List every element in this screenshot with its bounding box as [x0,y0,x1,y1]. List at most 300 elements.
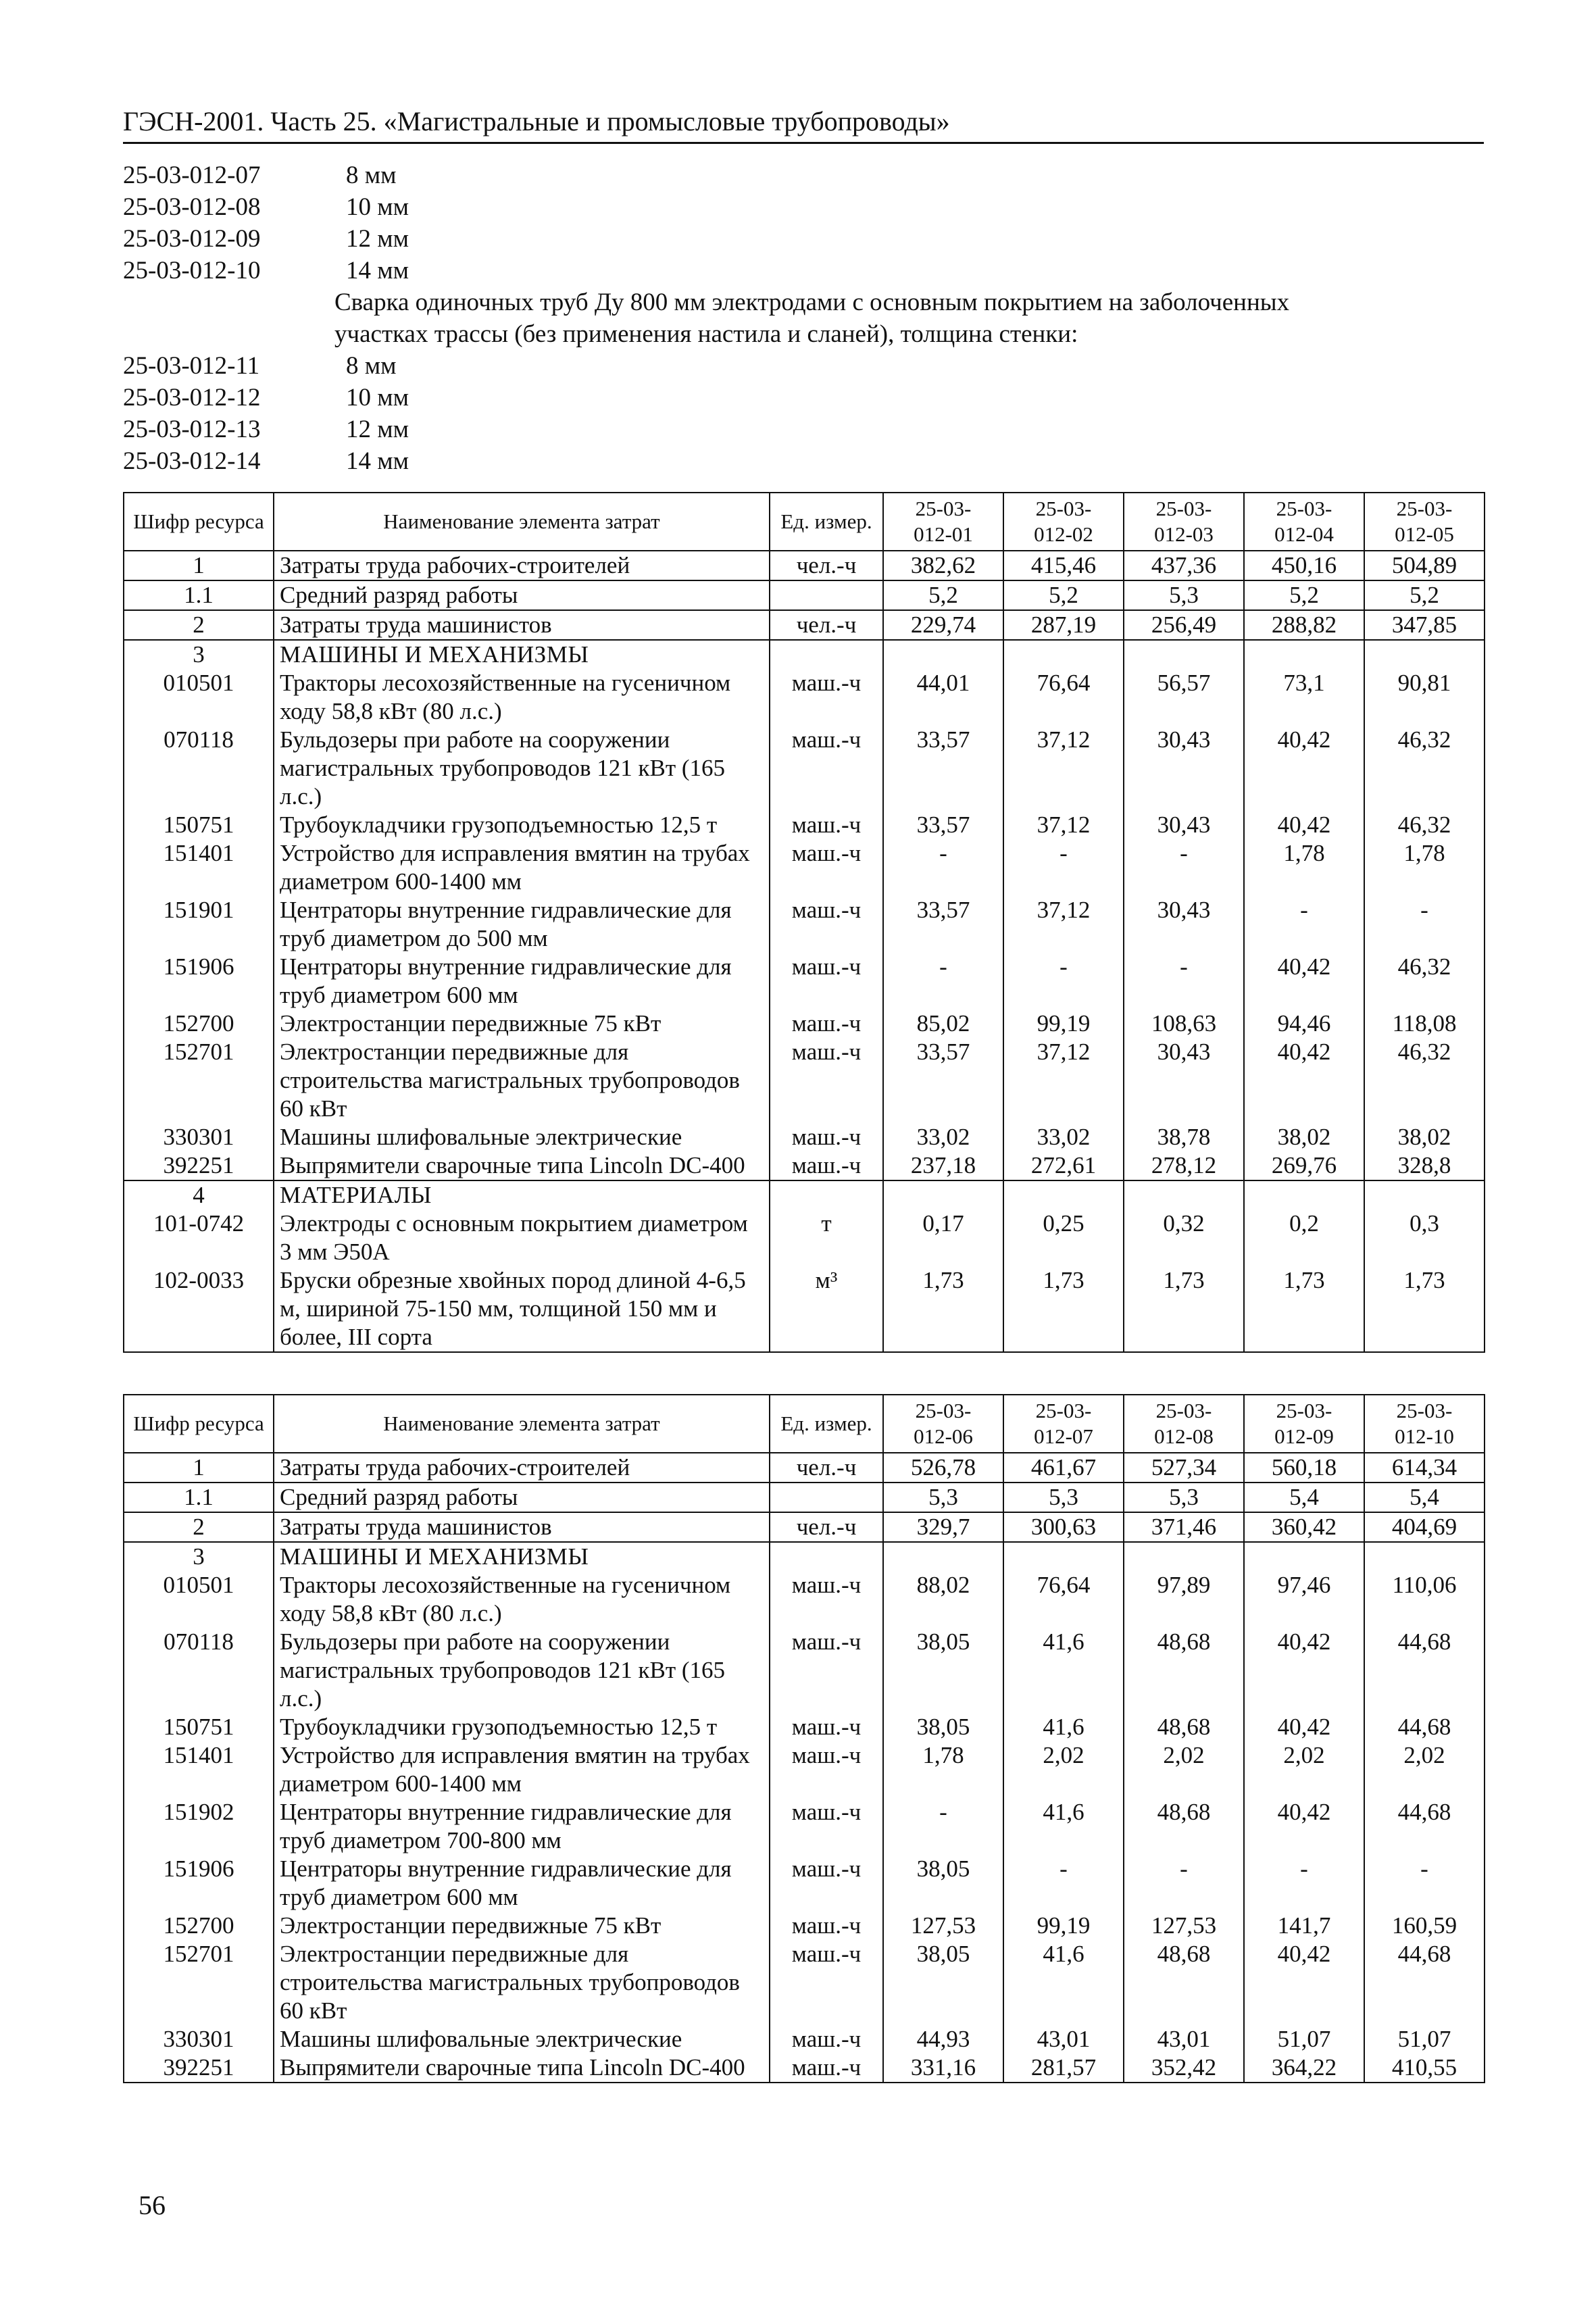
unit-of-measure: маш.-ч [770,1798,883,1855]
intro-code-line [123,350,1484,382]
header-norm-column [1124,1395,1244,1453]
norm-value: 0,32 [1124,1210,1244,1266]
cost-element-name: Электростанции передвижные для строительства магистральных трубопроводов 60 кВт [274,1038,770,1123]
norm-value: 281,57 [1003,2053,1124,2083]
norm-value: 5,3 [883,1483,1003,1512]
resource-code: 152700 [124,1912,274,1940]
header-norm-code-part-2: 012-09 [1274,1424,1334,1448]
norm-value: 48,68 [1124,1940,1244,2025]
section-title: МАШИНЫ И МЕХАНИЗМЫ [274,640,770,669]
table-row [124,2053,1485,2083]
norm-value: 40,42 [1244,726,1364,811]
cost-element-name: Электростанции передвижные для строительства магистральных трубопроводов 60 кВт [274,1940,770,2025]
cost-element-name: Выпрямители сварочные типа Lincoln DC-400 [274,2053,770,2083]
norm-value: 127,53 [883,1912,1003,1940]
norm-value: 5,2 [883,580,1003,610]
header-norm-column [1124,493,1244,551]
section-title: МАТЕРИАЛЫ [274,1180,770,1210]
cost-element-name: Бульдозеры при работе на сооружении магистральных трубопроводов 121 кВт (165 л.с.) [274,726,770,811]
table-row [124,1180,1485,1210]
unit-of-measure: чел.-ч [770,610,883,640]
table-row [124,1151,1485,1180]
resource-code: 392251 [124,2053,274,2083]
norm-value: - [1124,1855,1244,1912]
norm-code: 25-03-012-12 [123,384,261,412]
resource-code: 2 [124,1512,274,1542]
norm-value: 88,02 [883,1571,1003,1628]
norm-value: 1,78 [1364,839,1485,896]
unit-of-measure: маш.-ч [770,1912,883,1940]
unit-of-measure: маш.-ч [770,726,883,811]
norm-value: 108,63 [1124,1010,1244,1038]
unit-of-measure: маш.-ч [770,1123,883,1151]
unit-of-measure: маш.-ч [770,2053,883,2083]
page-number: 56 [139,2190,166,2220]
table-row [124,1453,1485,1483]
unit-of-measure [770,1542,883,1571]
unit-of-measure: маш.-ч [770,1855,883,1912]
resource-code: 1.1 [124,580,274,610]
norm-value: 44,68 [1364,1940,1485,2025]
norm-value: 76,64 [1003,669,1124,726]
wall-thickness: 10 мм [346,193,409,221]
cost-element-name: Выпрямители сварочные типа Lincoln DC-400 [274,1151,770,1180]
norm-value: 5,2 [1364,580,1485,610]
norm-value: 2,02 [1003,1741,1124,1798]
norms-table-2 [123,1394,1485,2083]
header-unit: Ед. измер. [770,493,883,551]
norm-code: 25-03-012-09 [123,225,261,253]
table-row [124,551,1485,580]
table-row [124,2025,1485,2053]
header-norm-column [1244,493,1364,551]
header-norm-column [883,1395,1003,1453]
cost-element-name: Средний разряд работы [274,580,770,610]
intro-code-line [123,382,1484,414]
table-row [124,669,1485,726]
norm-value: 1,73 [1003,1266,1124,1352]
norm-value: 328,8 [1364,1151,1485,1180]
norm-value: - [1003,953,1124,1010]
norm-value: 48,68 [1124,1798,1244,1855]
resource-code: 151902 [124,1798,274,1855]
cost-element-name: Средний разряд работы [274,1483,770,1512]
cost-element-name: Центраторы внутренние гидравлические для труб диаметром 700-800 мм [274,1798,770,1855]
norm-value: 85,02 [883,1010,1003,1038]
cost-element-name: Машины шлифовальные электрические [274,1123,770,1151]
norm-value: 40,42 [1244,953,1364,1010]
norm-value: - [883,953,1003,1010]
norms-table-1 [123,492,1485,1353]
norm-value: 30,43 [1124,726,1244,811]
norm-value [883,1180,1003,1210]
header-norm-code-part-1: 25-03- [1396,1399,1453,1422]
norm-value [883,1542,1003,1571]
table-row [124,1512,1485,1542]
norm-code: 25-03-012-10 [123,257,261,284]
resource-code: 151901 [124,896,274,953]
norm-value: 51,07 [1244,2025,1364,2053]
norm-code: 25-03-012-11 [123,352,260,380]
table-row [124,1483,1485,1512]
norm-value: 37,12 [1003,896,1124,953]
norm-value: 33,02 [883,1123,1003,1151]
norm-value: 110,06 [1364,1571,1485,1628]
norm-value: - [1003,1855,1124,1912]
header-norm-code-part-1: 25-03- [915,497,972,520]
unit-of-measure: маш.-ч [770,1038,883,1123]
norm-code: 25-03-012-08 [123,193,261,221]
table-row [124,1912,1485,1940]
table-row [124,1798,1485,1855]
resource-code: 152701 [124,1038,274,1123]
wall-thickness: 14 мм [346,447,409,475]
norm-value: 2,02 [1124,1741,1244,1798]
unit-of-measure: маш.-ч [770,1628,883,1713]
norm-value: 5,3 [1003,1483,1124,1512]
cost-element-name: Устройство для исправления вмятин на трубах диаметром 600-1400 мм [274,1741,770,1798]
norm-value [1244,640,1364,669]
cost-element-name: Электростанции передвижные 75 кВт [274,1912,770,1940]
norm-value: 76,64 [1003,1571,1124,1628]
norm-value: 141,7 [1244,1912,1364,1940]
norm-value: 40,42 [1244,811,1364,839]
norm-value: 560,18 [1244,1453,1364,1483]
resource-code: 151906 [124,1855,274,1912]
table-row [124,839,1485,896]
norm-value: 99,19 [1003,1912,1124,1940]
norm-value: 37,12 [1003,1038,1124,1123]
intro-code-line [123,159,1484,191]
norm-value: - [883,1798,1003,1855]
section-title: МАШИНЫ И МЕХАНИЗМЫ [274,1542,770,1571]
resource-code: 151401 [124,1741,274,1798]
table-header-row [124,493,1485,551]
cost-element-name: Бульдозеры при работе на сооружении магистральных трубопроводов 121 кВт (165 л.с.) [274,1628,770,1713]
intro-block [123,159,1484,477]
resource-code: 330301 [124,2025,274,2053]
norm-value: - [1364,896,1485,953]
norm-value: 0,2 [1244,1210,1364,1266]
header-norm-code-part-1: 25-03- [1035,1399,1092,1422]
header-norm-code-part-1: 25-03- [1035,497,1092,520]
unit-of-measure: чел.-ч [770,1512,883,1542]
header-norm-code-part-2: 012-10 [1395,1424,1454,1448]
wall-thickness: 14 мм [346,257,409,284]
header-norm-code-part-2: 012-03 [1154,522,1214,546]
norm-value: 48,68 [1124,1713,1244,1741]
unit-of-measure: маш.-ч [770,669,883,726]
header-norm-column [1003,1395,1124,1453]
norm-value: 1,78 [1244,839,1364,896]
norm-value: 5,2 [1003,580,1124,610]
unit-of-measure [770,1483,883,1512]
wall-thickness: 8 мм [346,352,397,380]
norm-value: 51,07 [1364,2025,1485,2053]
unit-of-measure: маш.-ч [770,896,883,953]
norm-value: 48,68 [1124,1628,1244,1713]
resource-code: 330301 [124,1123,274,1151]
header-resource-code: Шифр ресурса [124,1395,274,1453]
norm-value: 41,6 [1003,1940,1124,2025]
norm-value: 46,32 [1364,1038,1485,1123]
norm-value: 43,01 [1003,2025,1124,2053]
unit-of-measure: маш.-ч [770,1571,883,1628]
norm-value: 329,7 [883,1512,1003,1542]
norm-value: 44,01 [883,669,1003,726]
header-norm-code-part-1: 25-03- [1396,497,1453,520]
norm-value [1124,1180,1244,1210]
norm-value: 2,02 [1364,1741,1485,1798]
cost-element-name: Электроды с основным покрытием диаметром 3 мм Э50А [274,1210,770,1266]
header-resource-code: Шифр ресурса [124,493,274,551]
norm-value [1244,1180,1364,1210]
table-row [124,953,1485,1010]
norm-value: 300,63 [1003,1512,1124,1542]
norm-value: 526,78 [883,1453,1003,1483]
table-row [124,1210,1485,1266]
header-norm-column [1364,493,1485,551]
header-norm-code-part-2: 012-06 [914,1424,973,1448]
norm-value: 99,19 [1003,1010,1124,1038]
header-norm-code-part-1: 25-03- [915,1399,972,1422]
norm-value: 40,42 [1244,1940,1364,2025]
norm-value: 5,4 [1364,1483,1485,1512]
norm-code: 25-03-012-07 [123,161,261,189]
cost-element-name: Затраты труда машинистов [274,1512,770,1542]
cost-element-name: Электростанции передвижные 75 кВт [274,1010,770,1038]
norm-value: 2,02 [1244,1741,1364,1798]
table-row [124,1542,1485,1571]
norm-value: 97,46 [1244,1571,1364,1628]
norm-value: 37,12 [1003,726,1124,811]
resource-code: 152700 [124,1010,274,1038]
unit-of-measure [770,640,883,669]
intro-code-line [123,445,1484,477]
norm-value: 347,85 [1364,610,1485,640]
resource-code: 101-0742 [124,1210,274,1266]
header-norm-column [1364,1395,1485,1453]
norm-value: 410,55 [1364,2053,1485,2083]
norm-value: 37,12 [1003,811,1124,839]
unit-of-measure: маш.-ч [770,953,883,1010]
norm-value: 56,57 [1124,669,1244,726]
norm-value: 360,42 [1244,1512,1364,1542]
table-row [124,640,1485,669]
cost-element-name: Тракторы лесохозяйственные на гусеничном ходу 58,8 кВт (80 л.с.) [274,669,770,726]
table-header-row [124,1395,1485,1453]
resource-code: 150751 [124,1713,274,1741]
resource-code: 4 [124,1180,274,1210]
norm-value: 269,76 [1244,1151,1364,1180]
norm-value: 38,05 [883,1628,1003,1713]
wall-thickness: 12 мм [346,416,409,443]
header-norm-code-part-2: 012-01 [914,522,973,546]
header-unit: Ед. измер. [770,1395,883,1453]
norm-value: 5,2 [1244,580,1364,610]
intro-code-line [123,255,1484,287]
norm-code: 25-03-012-13 [123,416,261,443]
unit-of-measure: маш.-ч [770,1713,883,1741]
norm-value: 288,82 [1244,610,1364,640]
table-row [124,1855,1485,1912]
norm-value: 94,46 [1244,1010,1364,1038]
unit-of-measure: маш.-ч [770,1010,883,1038]
norm-value: 127,53 [1124,1912,1244,1940]
table-row [124,896,1485,953]
resource-code: 010501 [124,1571,274,1628]
norm-value: 5,3 [1124,580,1244,610]
header-norm-code-part-1: 25-03- [1155,1399,1212,1422]
norm-value: - [1003,839,1124,896]
norm-value [883,640,1003,669]
norm-value: 287,19 [1003,610,1124,640]
norm-value: - [1364,1855,1485,1912]
norm-value: 364,22 [1244,2053,1364,2083]
norm-value [1124,1542,1244,1571]
norm-value: 44,68 [1364,1628,1485,1713]
resource-code: 1 [124,551,274,580]
unit-of-measure [770,1180,883,1210]
cost-element-name: Затраты труда рабочих-строителей [274,1453,770,1483]
table-row [124,1741,1485,1798]
cost-element-name: Затраты труда машинистов [274,610,770,640]
table-row [124,811,1485,839]
norm-value [1364,1542,1485,1571]
unit-of-measure: т [770,1210,883,1266]
table-row [124,1038,1485,1123]
header-norm-column [883,493,1003,551]
cost-element-name: Машины шлифовальные электрические [274,2025,770,2053]
unit-of-measure: маш.-ч [770,811,883,839]
resource-code: 151401 [124,839,274,896]
norm-value: 30,43 [1124,896,1244,953]
table-row [124,1713,1485,1741]
norm-value: 97,89 [1124,1571,1244,1628]
table-row [124,1628,1485,1713]
header-norm-column [1244,1395,1364,1453]
norm-value: 1,73 [883,1266,1003,1352]
norm-value: 0,17 [883,1210,1003,1266]
norm-value: 33,02 [1003,1123,1124,1151]
table-row [124,1010,1485,1038]
resource-code: 3 [124,640,274,669]
intro-code-line [123,223,1484,255]
norm-value [1364,640,1485,669]
page-header: ГЭСН-2001. Часть 25. «Магистральные и промысловые трубопроводы» [123,103,1484,144]
header-norm-code-part-2: 012-02 [1034,522,1093,546]
norm-value: 237,18 [883,1151,1003,1180]
norm-value: 30,43 [1124,811,1244,839]
norm-value: 5,3 [1124,1483,1244,1512]
cost-element-name: Устройство для исправления вмятин на трубах диаметром 600-1400 мм [274,839,770,896]
cost-element-name: Центраторы внутренние гидравлические для труб диаметром 600 мм [274,1855,770,1912]
table-row [124,1123,1485,1151]
resource-code: 2 [124,610,274,640]
norm-value: 404,69 [1364,1512,1485,1542]
table-row [124,1940,1485,2025]
resource-code: 1.1 [124,1483,274,1512]
norm-value [1003,1180,1124,1210]
resource-code: 152701 [124,1940,274,2025]
header-norm-code-part-2: 012-05 [1395,522,1454,546]
norm-value [1003,1542,1124,1571]
intro-code-line [123,191,1484,223]
norm-value: 527,34 [1124,1453,1244,1483]
norm-value: 73,1 [1244,669,1364,726]
norm-value: 38,05 [883,1940,1003,2025]
norm-value: 33,57 [883,1038,1003,1123]
norm-value: 44,68 [1364,1713,1485,1741]
header-norm-code-part-2: 012-07 [1034,1424,1093,1448]
norm-value: 461,67 [1003,1453,1124,1483]
norm-value: 5,4 [1244,1483,1364,1512]
norm-value: 40,42 [1244,1628,1364,1713]
norm-value: 1,73 [1364,1266,1485,1352]
norm-value: 272,61 [1003,1151,1124,1180]
wall-thickness: 12 мм [346,225,409,253]
wall-thickness: 10 мм [346,384,409,412]
wall-thickness: 8 мм [346,161,397,189]
intro-code-line [123,414,1484,445]
norm-value: 30,43 [1124,1038,1244,1123]
norm-value: 46,32 [1364,726,1485,811]
resource-code: 3 [124,1542,274,1571]
norm-value: 614,34 [1364,1453,1485,1483]
unit-of-measure: маш.-ч [770,1151,883,1180]
norm-value: 38,05 [883,1713,1003,1741]
norm-value: 256,49 [1124,610,1244,640]
resource-code: 070118 [124,1628,274,1713]
norm-value: 33,57 [883,726,1003,811]
norm-value: 415,46 [1003,551,1124,580]
norm-value: 437,36 [1124,551,1244,580]
resource-code: 070118 [124,726,274,811]
table-row [124,1266,1485,1352]
resource-code: 151906 [124,953,274,1010]
cost-element-name: Трубоукладчики грузоподъемностью 12,5 т [274,811,770,839]
norm-value: 44,68 [1364,1798,1485,1855]
norm-value: - [883,839,1003,896]
resource-code: 010501 [124,669,274,726]
cost-element-name: Трубоукладчики грузоподъемностью 12,5 т [274,1713,770,1741]
norm-value: 450,16 [1244,551,1364,580]
resource-code: 392251 [124,1151,274,1180]
cost-element-name: Тракторы лесохозяйственные на гусеничном ходу 58,8 кВт (80 л.с.) [274,1571,770,1628]
unit-of-measure: м³ [770,1266,883,1352]
norm-value: 41,6 [1003,1713,1124,1741]
norm-value: 278,12 [1124,1151,1244,1180]
unit-of-measure: чел.-ч [770,551,883,580]
norm-value: 41,6 [1003,1628,1124,1713]
resource-code: 150751 [124,811,274,839]
norm-value: 46,32 [1364,953,1485,1010]
header-norm-code-part-1: 25-03- [1276,497,1332,520]
header-norm-code-part-1: 25-03- [1155,497,1212,520]
norm-value: 504,89 [1364,551,1485,580]
norm-value: 40,42 [1244,1798,1364,1855]
norm-value: 90,81 [1364,669,1485,726]
norm-value [1003,640,1124,669]
norm-value: 331,16 [883,2053,1003,2083]
header-cost-element-name: Наименование элемента затрат [274,1395,770,1453]
header-norm-code-part-2: 012-04 [1274,522,1334,546]
norm-value: 1,78 [883,1741,1003,1798]
norm-value: 41,6 [1003,1798,1124,1855]
unit-of-measure: чел.-ч [770,1453,883,1483]
norm-value: - [1124,953,1244,1010]
norm-value: - [1124,839,1244,896]
